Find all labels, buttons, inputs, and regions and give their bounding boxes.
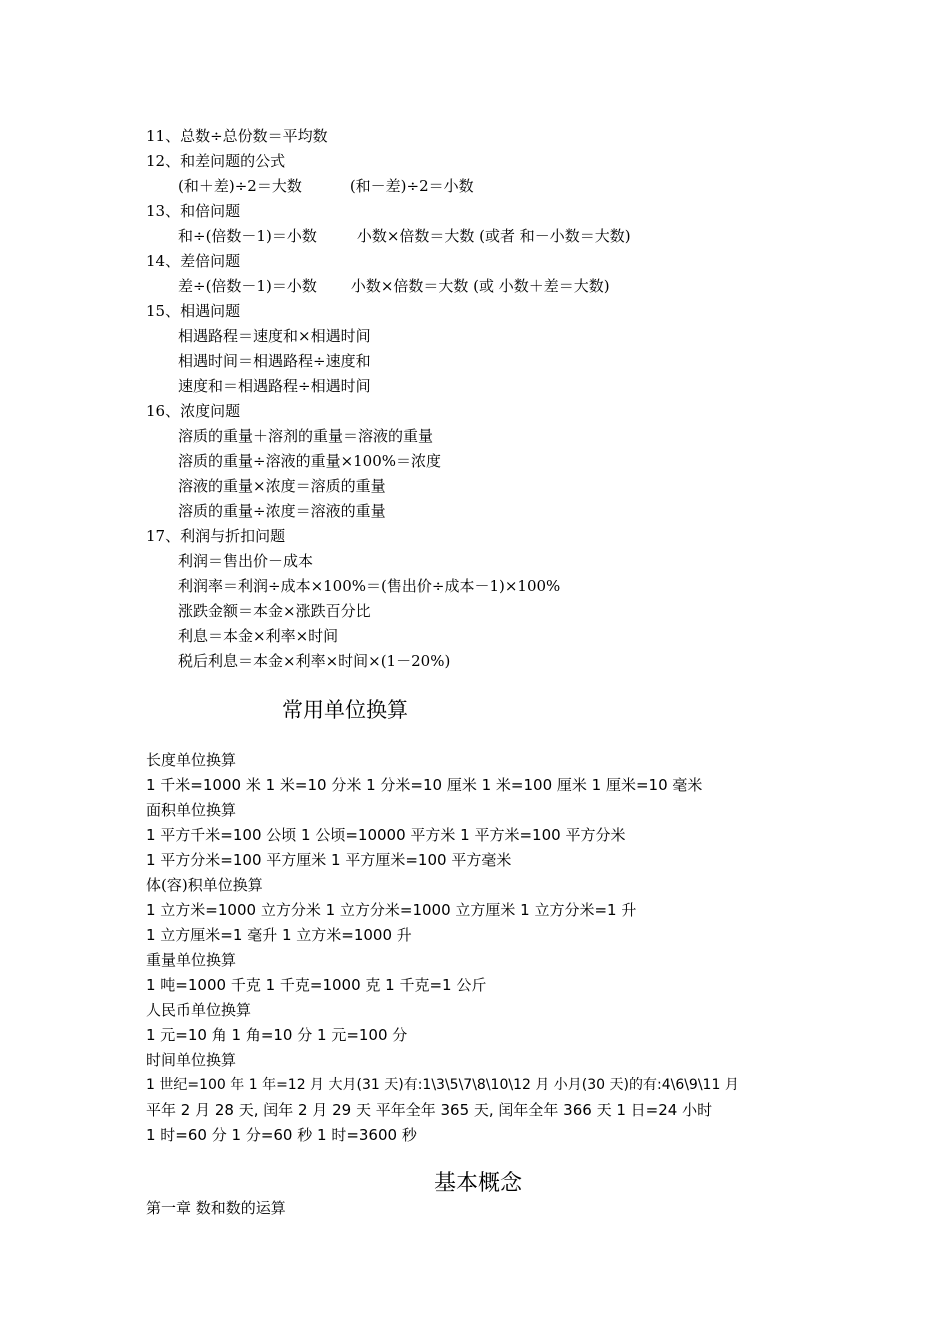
units-time-title: 时间单位换算 — [146, 1051, 237, 1069]
units-volume-2: 1 立方厘米=1 毫升 1 立方米=1000 升 — [146, 926, 412, 944]
formula-13-title: 13、和倍问题 — [146, 202, 241, 220]
units-area-title: 面积单位换算 — [146, 801, 237, 819]
units-rmb-title: 人民币单位换算 — [146, 1001, 252, 1019]
units-area-2: 1 平方分米=100 平方厘米 1 平方厘米=100 平方毫米 — [146, 851, 512, 869]
formula-12-line — [178, 176, 474, 196]
formula-14-b: 小数×倍数＝大数 (或 小数＋差＝大数) — [350, 277, 610, 295]
formula-13-line — [178, 226, 631, 246]
formula-15-title: 15、相遇问题 — [146, 302, 241, 320]
units-volume-1: 1 立方米=1000 立方分米 1 立方分米=1000 立方厘米 1 立方分米=1 升 — [146, 901, 637, 919]
units-rmb-1: 1 元=10 角 1 角=10 分 1 元=100 分 — [146, 1026, 408, 1044]
formula-15-b: 相遇时间＝相遇路程÷速度和 — [178, 352, 371, 370]
units-time-2: 平年 2 月 28 天, 闰年 2 月 29 天 平年全年 365 天, 闰年全年 366 天 1 日=24 小时 — [146, 1101, 713, 1119]
formula-13-a: 和÷(倍数－1)＝小数 — [178, 227, 317, 245]
formula-17-b: 利润率＝利润÷成本×100%＝(售出价÷成本－1)×100% — [178, 577, 561, 595]
formula-16-c: 溶液的重量×浓度＝溶质的重量 — [178, 477, 386, 495]
formula-13-b: 小数×倍数＝大数 (或者 和－小数＝大数) — [356, 227, 631, 245]
units-area-1: 1 平方千米=100 公顷 1 公顷=10000 平方米 1 平方米=100 平方分米 — [146, 826, 626, 844]
formula-12-title: 12、和差问题的公式 — [146, 152, 286, 170]
formula-11: 11、总数÷总份数＝平均数 — [146, 127, 328, 145]
units-weight-1: 1 吨=1000 千克 1 千克=1000 克 1 千克=1 公斤 — [146, 976, 487, 994]
formula-15-c: 速度和＝相遇路程÷相遇时间 — [178, 377, 371, 395]
formula-17-title: 17、利润与折扣问题 — [146, 527, 286, 545]
formula-15-a: 相遇路程＝速度和×相遇时间 — [178, 327, 371, 345]
units-length-1: 1 千米=1000 米 1 米=10 分米 1 分米=10 厘米 1 米=100 厘米 1 厘米=10 毫米 — [146, 776, 703, 794]
formula-16-a: 溶质的重量＋溶剂的重量＝溶液的重量 — [178, 427, 434, 445]
units-time-3: 1 时=60 分 1 分=60 秒 1 时=3600 秒 — [146, 1126, 417, 1144]
formula-17-e: 税后利息＝本金×利率×时间×(1－20%) — [178, 652, 451, 670]
formula-14-title: 14、差倍问题 — [146, 252, 241, 270]
formula-16-d: 溶质的重量÷浓度＝溶液的重量 — [178, 502, 386, 520]
formula-12-b: (和－差)÷2＝小数 — [349, 177, 474, 195]
formula-17-a: 利润＝售出价－成本 — [178, 552, 314, 570]
formula-16-title: 16、浓度问题 — [146, 402, 241, 420]
formula-14-line — [178, 276, 610, 296]
units-heading: 常用单位换算 — [282, 698, 408, 722]
formula-14-a: 差÷(倍数－1)＝小数 — [178, 277, 317, 295]
units-length-title: 长度单位换算 — [146, 751, 237, 769]
formula-16-b: 溶质的重量÷溶液的重量×100%＝浓度 — [178, 452, 442, 470]
units-volume-title: 体(容)积单位换算 — [146, 876, 263, 894]
formula-17-d: 利息＝本金×利率×时间 — [178, 627, 339, 645]
concepts-heading: 基本概念 — [434, 1171, 523, 1196]
formula-17-c: 涨跌金额＝本金×涨跌百分比 — [178, 602, 371, 620]
units-weight-title: 重量单位换算 — [146, 951, 237, 969]
concepts-chapter-1: 第一章 数和数的运算 — [146, 1199, 286, 1217]
formula-12-a: (和＋差)÷2＝大数 — [178, 177, 302, 195]
units-time-1: 1 世纪=100 年 1 年=12 月 大月(31 天)有:1\3\5\7\8\10\12 月 小月(30 天)的有:4\6\9\11 月 — [146, 1077, 739, 1093]
